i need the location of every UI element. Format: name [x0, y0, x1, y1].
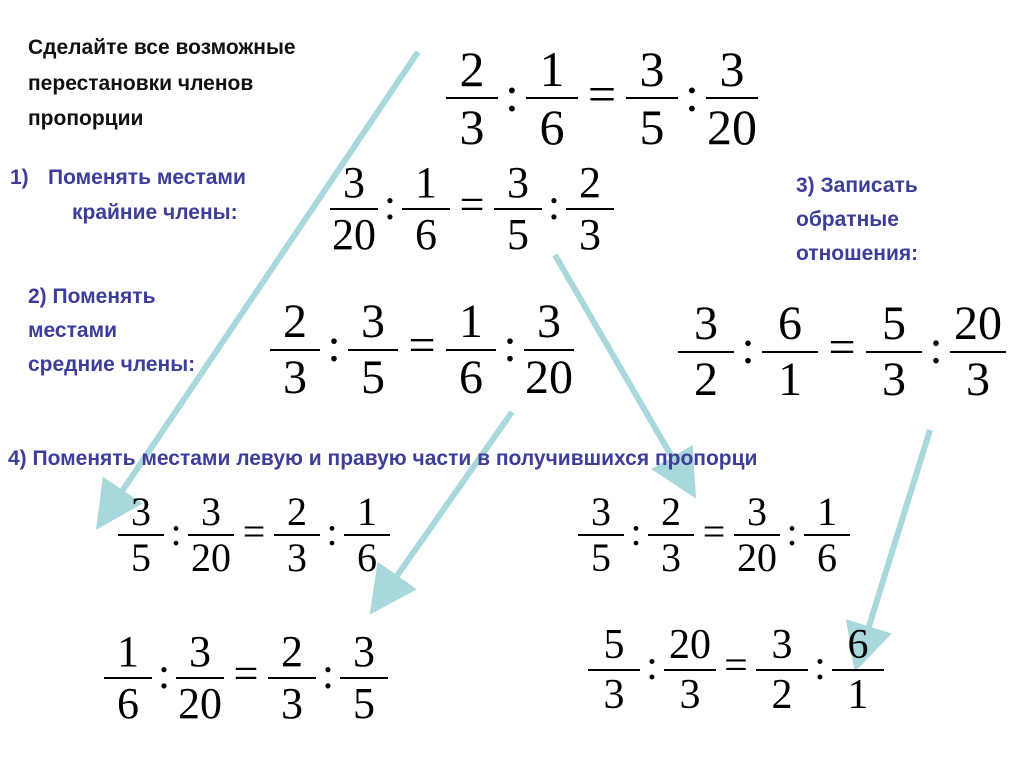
- denominator: 6: [539, 99, 565, 155]
- step1-line-2: крайние члены:: [72, 201, 238, 224]
- numerator: 3: [771, 622, 793, 668]
- equals-sign: =: [408, 318, 436, 372]
- fraction: [950, 297, 1006, 406]
- numerator: 3: [131, 489, 151, 534]
- fraction: [578, 489, 624, 580]
- denominator: 5: [353, 679, 375, 728]
- numerator: 3: [537, 295, 561, 348]
- step2-line-3: средние члены:: [28, 353, 196, 376]
- colon-sign: :: [326, 509, 338, 554]
- fraction: [348, 295, 398, 404]
- colon-sign: :: [685, 65, 699, 122]
- numerator: 1: [415, 158, 437, 207]
- fraction: [648, 489, 694, 580]
- denominator: 2: [771, 672, 793, 718]
- fraction: [866, 297, 922, 406]
- denominator: 3: [281, 679, 303, 728]
- numerator: 3: [747, 489, 767, 534]
- arrow-to-swap-d: [860, 430, 930, 655]
- denominator: 20: [707, 99, 757, 155]
- fraction: [664, 624, 716, 716]
- colon-sign: :: [630, 509, 642, 554]
- numerator: 5: [882, 297, 906, 350]
- fraction: [446, 295, 496, 404]
- step1-number: 1): [10, 166, 29, 189]
- fraction-bar: [756, 669, 808, 671]
- fraction: [446, 41, 498, 155]
- numerator: 3: [343, 158, 365, 207]
- denominator: 6: [459, 351, 483, 404]
- colon-sign: :: [786, 509, 798, 554]
- fraction-bar: [664, 669, 716, 671]
- equals-sign: =: [233, 648, 259, 698]
- fraction: [524, 295, 574, 404]
- colon-sign: :: [814, 642, 826, 689]
- colon-sign: :: [505, 65, 519, 122]
- numerator: 2: [281, 627, 303, 676]
- numerator: 3: [694, 297, 718, 350]
- numerator: 2: [459, 41, 485, 97]
- denominator: 20: [178, 679, 222, 728]
- numerator: 3: [591, 489, 611, 534]
- fraction: [340, 627, 388, 728]
- denominator: 5: [361, 351, 385, 404]
- fraction: [104, 627, 152, 728]
- colon-sign: :: [383, 179, 397, 229]
- equals-sign: =: [702, 509, 726, 554]
- colon-sign: :: [327, 318, 341, 372]
- step3-line-3: отношения:: [796, 242, 919, 265]
- numerator: 2: [661, 489, 681, 534]
- colon-sign: :: [321, 648, 335, 698]
- step3-line-1: 3) Записать: [796, 174, 918, 197]
- numerator: 3: [639, 41, 665, 97]
- task-title-line-1: Сделайте все возможные: [28, 36, 296, 59]
- denominator: 5: [131, 535, 151, 580]
- denominator: 3: [603, 672, 625, 718]
- fraction: [268, 627, 316, 728]
- step3-line-2: обратные: [796, 208, 899, 231]
- arrow-to-swap-c: [380, 412, 512, 600]
- step4-text: 4) Поменять местами левую и правую части в получившихся пропорци: [8, 447, 758, 470]
- numerator: 3: [719, 41, 745, 97]
- step2-line-2: местами: [28, 319, 118, 342]
- step1-line-1: Поменять местами: [48, 166, 246, 189]
- numerator: 3: [189, 627, 211, 676]
- fraction: [494, 158, 542, 259]
- numerator: 3: [201, 489, 221, 534]
- fraction: [706, 41, 758, 155]
- fraction: [176, 627, 224, 728]
- denominator: 3: [661, 535, 681, 580]
- numerator: 1: [459, 295, 483, 348]
- numerator: 5: [603, 622, 625, 668]
- colon-sign: :: [741, 320, 755, 374]
- denominator: 20: [332, 210, 376, 259]
- denominator: 6: [357, 535, 377, 580]
- fraction: [344, 489, 390, 580]
- denominator: 3: [882, 353, 906, 406]
- denominator: 5: [507, 210, 529, 259]
- equals-sign: =: [242, 509, 266, 554]
- fraction: [762, 297, 818, 406]
- colon-sign: :: [547, 179, 561, 229]
- fraction: [734, 489, 780, 580]
- fraction: [678, 297, 734, 406]
- denominator: 5: [591, 535, 611, 580]
- fraction-bar: [832, 669, 884, 671]
- denominator: 2: [694, 353, 718, 406]
- denominator: 3: [579, 210, 601, 259]
- numerator: 20: [954, 297, 1002, 350]
- equals-sign: =: [459, 179, 485, 229]
- fraction: [832, 624, 884, 716]
- numerator: 1: [539, 41, 565, 97]
- denominator: 3: [966, 353, 990, 406]
- denominator: 20: [737, 535, 777, 580]
- arrow-to-swap-a: [106, 52, 418, 515]
- denominator: 5: [639, 99, 665, 155]
- colon-sign: :: [646, 642, 658, 689]
- numerator: 2: [283, 295, 307, 348]
- equals-sign: =: [828, 320, 856, 374]
- fraction: [526, 41, 578, 155]
- fraction-bar: [588, 669, 640, 671]
- colon-sign: :: [503, 318, 517, 372]
- numerator: 3: [507, 158, 529, 207]
- numerator: 2: [579, 158, 601, 207]
- fraction: [330, 158, 378, 259]
- equals-sign: =: [587, 65, 617, 122]
- numerator: 6: [847, 622, 869, 668]
- fraction: [626, 41, 678, 155]
- colon-sign: :: [157, 648, 171, 698]
- fraction: [274, 489, 320, 580]
- colon-sign: :: [929, 320, 943, 374]
- denominator: 1: [778, 353, 802, 406]
- fraction: [118, 489, 164, 580]
- numerator: 2: [287, 489, 307, 534]
- numerator: 3: [353, 627, 375, 676]
- numerator: 1: [817, 489, 837, 534]
- fraction: [804, 489, 850, 580]
- denominator: 6: [817, 535, 837, 580]
- numerator: 6: [778, 297, 802, 350]
- equals-sign: =: [724, 642, 748, 689]
- task-title-line-3: пропорции: [28, 107, 144, 130]
- numerator: 3: [361, 295, 385, 348]
- denominator: 6: [415, 210, 437, 259]
- fraction: [566, 158, 614, 259]
- numerator: 20: [669, 622, 711, 668]
- numerator: 1: [117, 627, 139, 676]
- fraction: [756, 624, 808, 716]
- fraction: [588, 624, 640, 716]
- denominator: 3: [459, 99, 485, 155]
- denominator: 6: [117, 679, 139, 728]
- fraction: [188, 489, 234, 580]
- colon-sign: :: [170, 509, 182, 554]
- task-title-line-2: перестановки членов: [28, 72, 254, 95]
- denominator: 20: [525, 351, 573, 404]
- denominator: 3: [283, 351, 307, 404]
- denominator: 20: [191, 535, 231, 580]
- numerator: 1: [357, 489, 377, 534]
- fraction: [270, 295, 320, 404]
- step2-line-1: 2) Поменять: [28, 285, 156, 308]
- denominator: 3: [287, 535, 307, 580]
- denominator: 3: [679, 672, 701, 718]
- fraction: [402, 158, 450, 259]
- denominator: 1: [847, 672, 869, 718]
